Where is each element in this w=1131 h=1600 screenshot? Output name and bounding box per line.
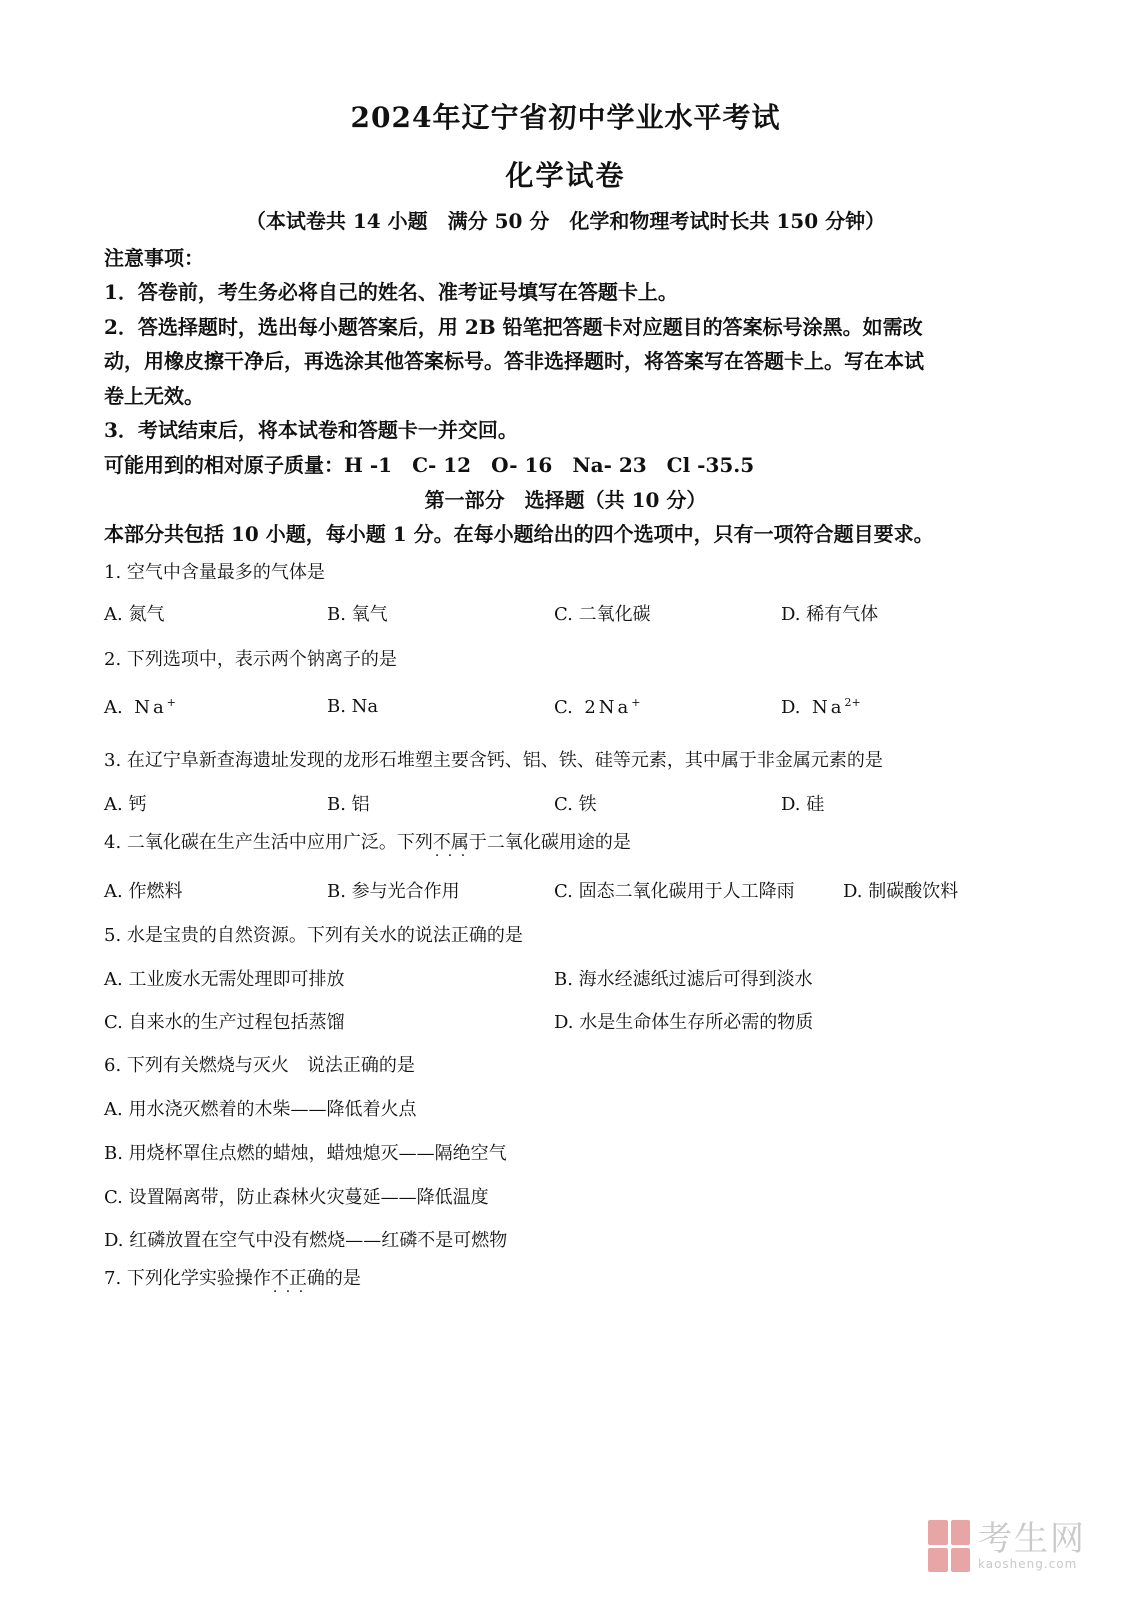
stem-text: 4. 二氧化碳在生产生活中应用广泛。下列 xyxy=(104,832,433,853)
question-4-stem xyxy=(104,828,631,854)
question-6-option-b: B. 用烧杯罩住点燃的蜡烛，蜡烛熄灭——隔绝空气 xyxy=(104,1143,507,1164)
question-3-stem: 3. 在辽宁阜新查海遗址发现的龙形石堆塑主要含钙、铝、铁、硅等元素，其中属于非金属元素的是 xyxy=(104,750,883,771)
option-letter: C. xyxy=(554,697,573,718)
note-item-1: 1．答卷前，考生务必将自己的姓名、准考证号填写在答题卡上。 xyxy=(104,280,678,304)
exam-subtitle: （本试卷共 14 小题 满分 50 分 化学和物理考试时长共 150 分钟） xyxy=(245,209,886,233)
section-title: 第一部分 选择题（共 10 分） xyxy=(424,488,707,512)
question-3-option-a: A. 钙 xyxy=(104,794,147,815)
question-4-option-d: D. 制碳酸饮料 xyxy=(843,881,959,902)
option-letter: A. xyxy=(104,697,123,718)
question-4-option-b: B. 参与光合作用 xyxy=(327,881,460,902)
atomic-masses: 可能用到的相对原子质量：H -1 C- 12 O- 16 Na- 23 Cl -35.5 xyxy=(104,453,755,477)
stem-text: 的是 xyxy=(324,1268,361,1289)
question-6-stem: 6. 下列有关燃烧与灭火 说法正确的是 xyxy=(104,1055,415,1076)
question-1-option-c: C. 二氧化碳 xyxy=(554,604,651,625)
question-7-stem xyxy=(104,1264,361,1290)
question-2-stem: 2. 下列选项中，表示两个钠离子的是 xyxy=(104,649,397,670)
ion-formula: Na xyxy=(811,697,845,718)
question-1-option-b: B. 氧气 xyxy=(327,604,388,625)
note-item-2-line-1: 2．答选择题时，选出每小题答案后，用 2B 铅笔把答题卡对应题目的答案标号涂黑。如需改 xyxy=(104,315,923,339)
question-4-option-a: A. 作燃料 xyxy=(104,881,183,902)
exam-title: 2024年辽宁省初中学业水平考试 xyxy=(350,101,781,134)
question-1-stem: 1. 空气中含量最多的气体是 xyxy=(104,562,325,583)
subject-title: 化学试卷 xyxy=(505,159,626,192)
ion-charge: + xyxy=(166,696,176,709)
question-3-option-c: C. 铁 xyxy=(554,794,597,815)
question-3-option-d: D. 硅 xyxy=(781,794,825,815)
question-1-option-a: A. 氮气 xyxy=(104,604,165,625)
stem-text: 二氧化碳用途的是 xyxy=(486,832,631,853)
note-item-2-line-2: 动，用橡皮擦干净后，再选涂其他答案标号。答非选择题时，将答案写在答题卡上。写在本试 xyxy=(104,349,924,373)
ion-formula: 2Na xyxy=(584,697,632,718)
question-2-option-d xyxy=(781,696,861,718)
ion-charge: + xyxy=(631,696,641,709)
ion-formula: Na xyxy=(134,697,167,718)
question-2-option-a xyxy=(104,696,176,718)
note-item-2-line-3: 卷上无效。 xyxy=(104,384,204,408)
watermark xyxy=(928,1520,1086,1572)
question-6-option-c: C. 设置隔离带，防止森林火灾蔓延——降低温度 xyxy=(104,1187,489,1208)
section-instruction: 本部分共包括 10 小题，每小题 1 分。在每小题给出的四个选项中，只有一项符合题目要求。 xyxy=(104,522,934,546)
stem-text: 7. 下列化学实验操作 xyxy=(104,1268,271,1289)
question-5-option-b: B. 海水经滤纸过滤后可得到淡水 xyxy=(554,969,813,990)
notes-heading: 注意事项： xyxy=(104,246,204,270)
option-letter: D. xyxy=(781,697,801,718)
question-5-stem: 5. 水是宝贵的自然资源。下列有关水的说法正确的是 xyxy=(104,925,523,946)
question-5-option-a: A. 工业废水无需处理即可排放 xyxy=(104,969,345,990)
question-6-option-a: A. 用水浇灭燃着的木柴——降低着火点 xyxy=(104,1099,417,1120)
emphasis-text: 不正确 · · · xyxy=(271,1268,325,1289)
watermark-url: kaosheng.com xyxy=(978,1557,1078,1571)
question-1-option-d: D. 稀有气体 xyxy=(781,604,879,625)
note-item-3: 3．考试结束后，将本试卷和答题卡一并交回。 xyxy=(104,418,518,442)
question-5-option-d: D. 水是生命体生存所必需的物质 xyxy=(554,1012,814,1033)
question-4-option-c: C. 固态二氧化碳用于人工降雨 xyxy=(554,881,795,902)
ion-charge: 2+ xyxy=(844,696,861,709)
question-5-option-c: C. 自来水的生产过程包括蒸馏 xyxy=(104,1012,345,1033)
watermark-name: 考生网 xyxy=(978,1519,1086,1559)
emphasis-text: 不属于 · · · xyxy=(433,832,487,853)
question-2-option-c xyxy=(554,696,640,718)
watermark-text xyxy=(978,1521,1086,1571)
question-2-option-b: B. Na xyxy=(327,696,379,717)
question-3-option-b: B. 铝 xyxy=(327,794,370,815)
question-6-option-d: D. 红磷放置在空气中没有燃烧——红磷不是可燃物 xyxy=(104,1230,508,1251)
watermark-logo-icon xyxy=(928,1520,970,1572)
